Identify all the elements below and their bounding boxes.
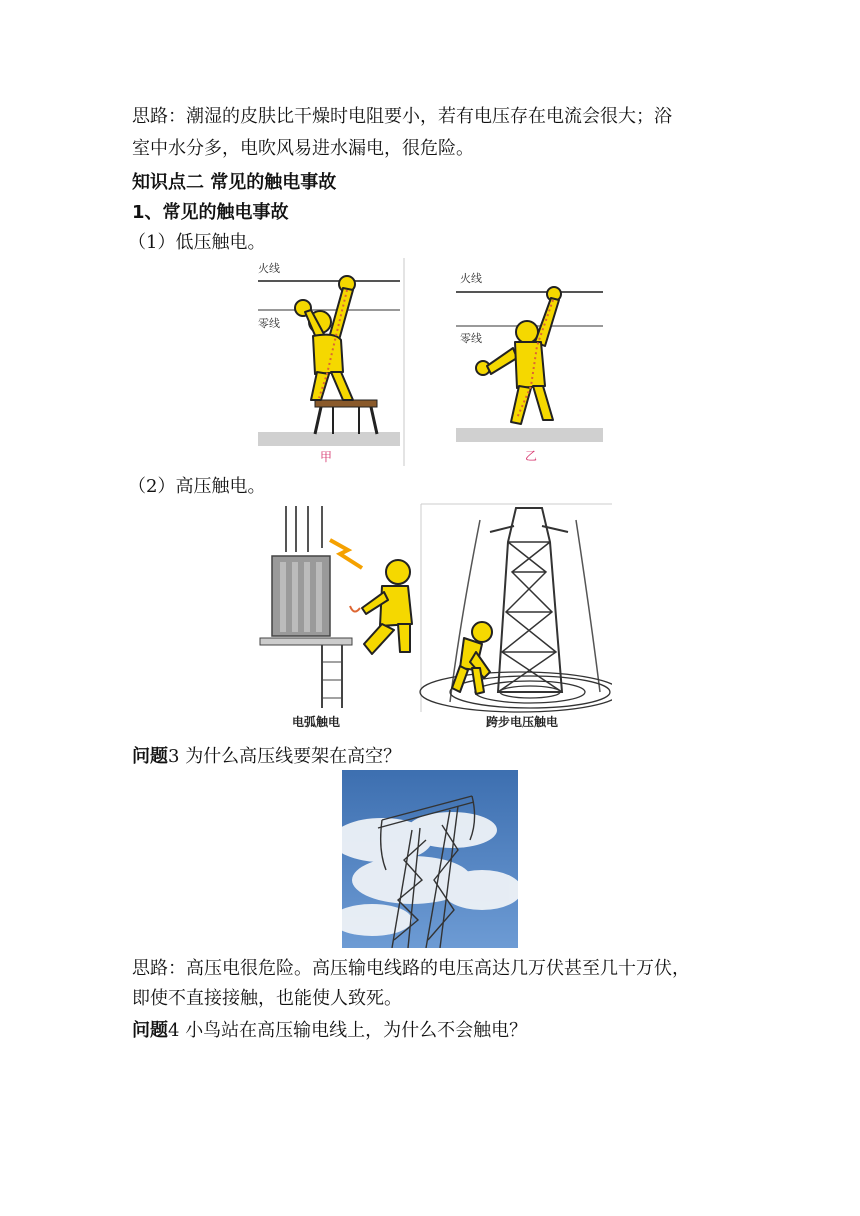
high-voltage-figure xyxy=(250,502,612,734)
section-title: 知识点二 常见的触电事故 xyxy=(132,172,337,193)
question-3-text: 为什么高压线要架在高空？ xyxy=(185,746,402,767)
zero-line-label-right: 零线 xyxy=(460,332,482,345)
question-3 xyxy=(132,744,401,770)
caption-step-voltage: 跨步电压触电 xyxy=(486,715,559,729)
question-4-number: 4 xyxy=(168,1020,180,1041)
thinking-2-line-1: 思路：高压电很危险。高压输电线路的电压高达几万伏甚至几十万伏， xyxy=(132,958,690,979)
high-voltage-tower-photo xyxy=(342,770,518,948)
caption-jia: 甲 xyxy=(320,450,333,464)
caption-yi: 乙 xyxy=(525,449,538,463)
low-voltage-figure xyxy=(255,256,610,468)
question-4-label: 问题 xyxy=(132,1020,168,1041)
question-4 xyxy=(132,1018,527,1044)
thinking-text-line-2: 室中水分多，电吹风易进水漏电，很危险。 xyxy=(132,138,474,159)
thinking-text-line-1: 思路：潮湿的皮肤比干燥时电阻要小，若有电压存在电流会很大；浴 xyxy=(132,106,672,127)
question-4-text: 小鸟站在高压输电线上，为什么不会触电？ xyxy=(185,1020,528,1041)
panel-yi xyxy=(456,271,603,463)
question-3-label: 问题 xyxy=(132,746,168,767)
item-high-voltage: （2）高压触电。 xyxy=(128,476,266,497)
section-subtitle: 1、常见的触电事故 xyxy=(132,202,289,223)
panel-arc xyxy=(260,506,412,729)
panel-jia xyxy=(258,258,404,466)
question-3-number: 3 xyxy=(168,746,180,767)
caption-arc: 电弧触电 xyxy=(292,715,341,729)
fire-line-label-left: 火线 xyxy=(258,262,280,275)
item-low-voltage: （1）低压触电。 xyxy=(128,232,266,253)
thinking-2-line-2: 即使不直接接触，也能使人致死。 xyxy=(132,988,402,1009)
zero-line-label-left: 零线 xyxy=(258,317,280,330)
fire-line-label-right: 火线 xyxy=(460,272,482,285)
panel-step-voltage xyxy=(420,504,612,729)
